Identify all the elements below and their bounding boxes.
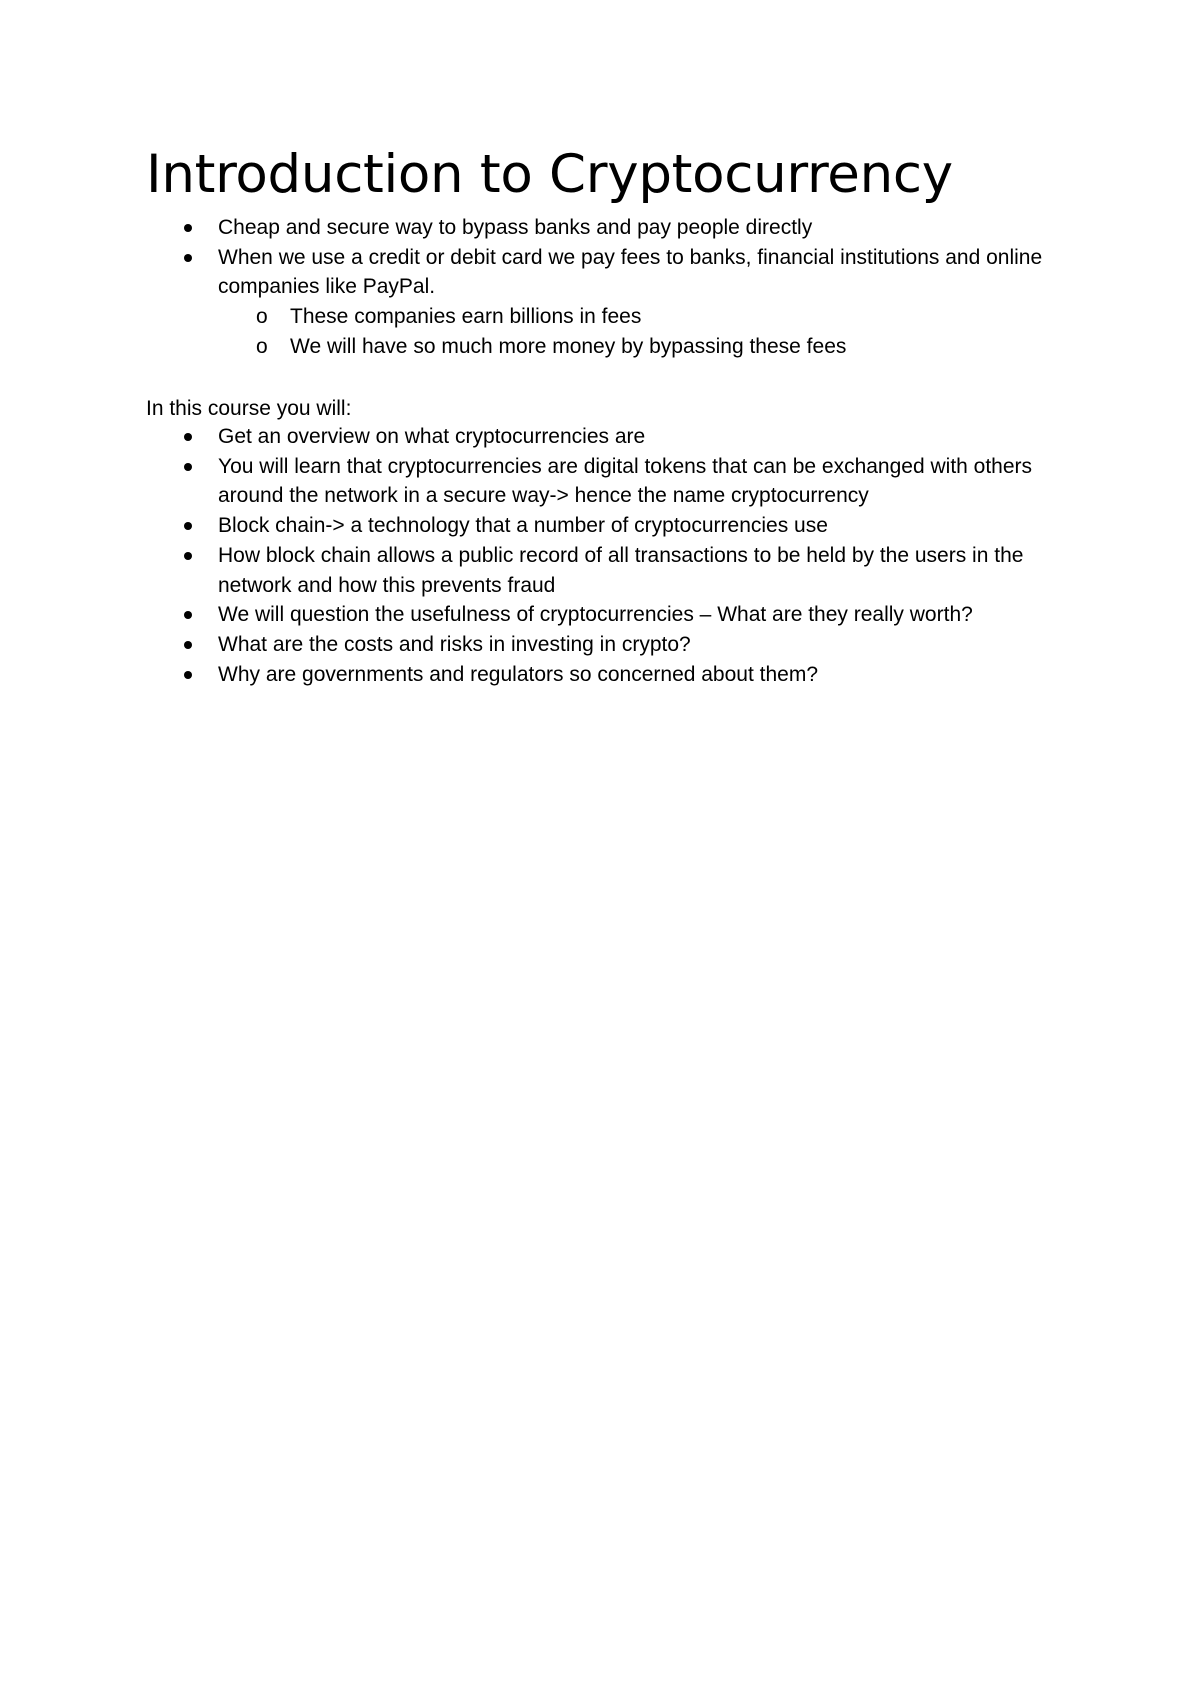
- list-item: [146, 630, 1066, 660]
- list-item-text: Why are governments and regulators so concerned about them?: [218, 662, 819, 686]
- sub-list-item: [218, 332, 1066, 362]
- list-item-text: Cheap and secure way to bypass banks and pay people directly: [218, 216, 813, 239]
- hollow-bullet-icon: o: [256, 334, 268, 358]
- bullet-dot-icon: [184, 522, 192, 530]
- document-title: Introduction to Cryptocurrency: [146, 144, 953, 205]
- list-item-text: How block chain allows a public record of all transactions to be held by the users in the network and how this prevents fraud: [218, 543, 1024, 597]
- list-item: [146, 452, 1066, 511]
- bullet-dot-icon: [184, 433, 192, 441]
- course-heading: In this course you will:: [146, 397, 352, 420]
- bullet-dot-icon: [184, 463, 192, 471]
- list-item: [146, 422, 1066, 452]
- list-item: [146, 660, 1066, 690]
- list-item-text: We will question the usefulness of cryptocurrencies – What are they really worth?: [218, 603, 973, 627]
- sub-list-item-text: These companies earn billions in fees: [290, 305, 642, 329]
- intro-bullet-list: [146, 213, 1066, 362]
- bullet-dot-icon: [184, 611, 192, 619]
- list-item: [146, 243, 1066, 362]
- sub-list-item: [218, 302, 1066, 332]
- list-item: [146, 511, 1066, 541]
- sub-list-item-text: We will have so much more money by bypassing these fees: [290, 334, 847, 358]
- list-item-text: What are the costs and risks in investing in crypto?: [218, 632, 691, 656]
- list-item: [146, 600, 1066, 630]
- bullet-dot-icon: [184, 641, 192, 649]
- bullet-dot-icon: [184, 254, 192, 262]
- list-item: [146, 541, 1066, 600]
- list-item-text: When we use a credit or debit card we pay fees to banks, financial institutions and online companies like PayPal.: [218, 245, 1043, 299]
- course-bullet-list: [146, 422, 1066, 689]
- list-item-text: Get an overview on what cryptocurrencies are: [218, 425, 646, 448]
- list-item: [146, 213, 1066, 243]
- bullet-dot-icon: [184, 671, 192, 679]
- list-item-text: You will learn that cryptocurrencies are digital tokens that can be exchanged with others around the network in a secure way-> hence the name cryptocurrency: [218, 454, 1033, 508]
- sub-bullet-list: [218, 302, 1066, 361]
- bullet-dot-icon: [184, 224, 192, 232]
- hollow-bullet-icon: o: [256, 305, 268, 329]
- bullet-dot-icon: [184, 552, 192, 560]
- list-item-text: Block chain-> a technology that a number of cryptocurrencies use: [218, 514, 828, 538]
